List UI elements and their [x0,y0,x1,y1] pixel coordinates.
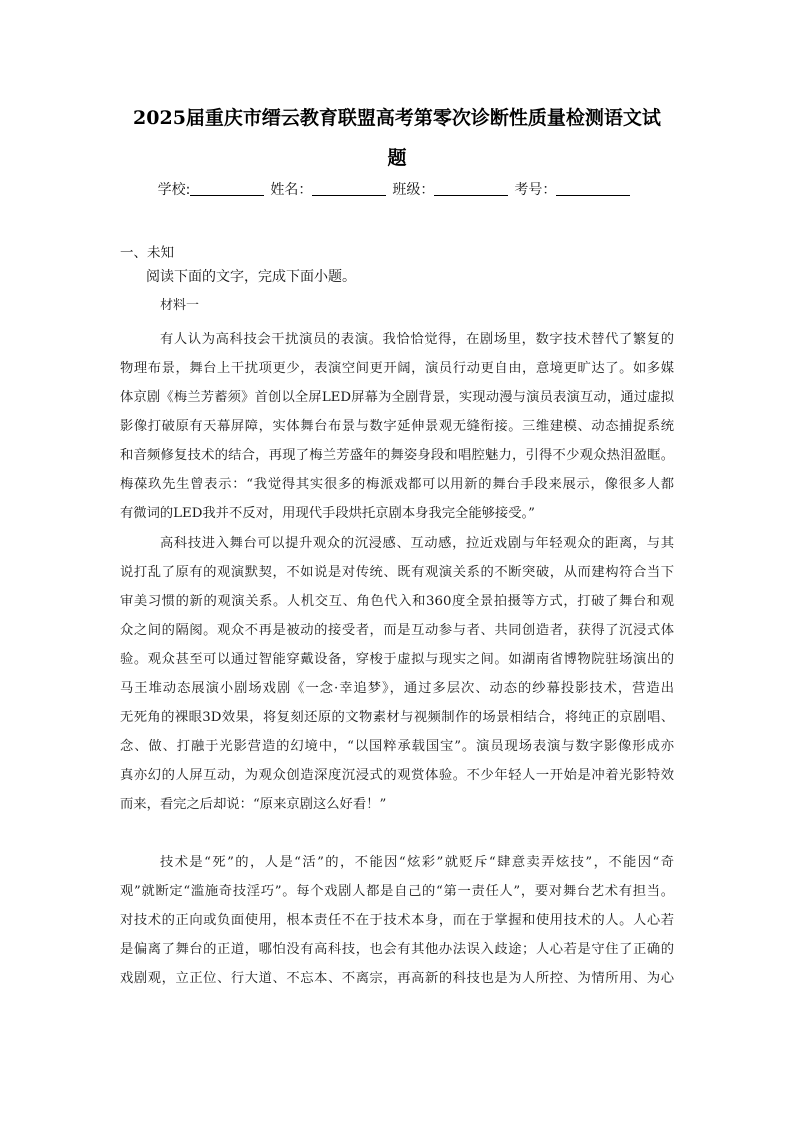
paragraph-line: 有人认为高科技会干扰演员的表演。我恰恰觉得，在剧场里，数字技术替代了繁复的 [160,332,674,347]
paragraph-line: 物理布景，舞台上干扰项更少，表演空间更开阔，演员行动更自由，意境更旷达了。如多媒 [120,361,674,376]
name-label: 姓名： [270,182,313,198]
paragraph-line: 众之间的隔阂。观众不再是被动的接受者，而是互动参与者、共同创造者，获得了沉浸式体 [120,623,674,638]
paragraph-line: 观”就断定“滥施奇技淫巧”。每个戏剧人都是自己的“第一责任人”，要对舞台艺术有担当。 [120,884,674,899]
class-blank[interactable] [434,181,508,196]
paragraph-line: 是偏离了舞台的正道，哪怕没有高科技，也会有其他办法误入歧途；人心若是守住了正确的 [120,942,674,957]
school-label: 学校: [157,182,191,198]
paragraph-line: 戏剧观，立正位、行大道、不忘本、不离宗，再高新的科技也是为人所控、为情所用、为心 [120,971,674,986]
paragraph-line: 验。观众甚至可以通过智能穿戴设备，穿梭于虚拟与现实之间。如湖南省博物院驻场演出的 [120,652,674,667]
paragraph-line: 有微词的LED我并不反对，用现代手段烘托京剧本身我完全能够接受。” [120,506,535,521]
class-label: 班级： [392,182,435,198]
paragraph-line: 技术是“死”的，人是“活”的，不能因“炫彩”就贬斥“肆意卖弄炫技”，不能因“奇 [160,855,674,870]
paragraph-line: 说打乱了原有的观演默契，不如说是对传统、既有观演关系的不断突破，从而建构符合当下 [120,565,674,580]
reading-instruction: 阅读下面的文字，完成下面小题。 [146,269,356,285]
paragraph-line: 念、做、打融于光影营造的幻境中，“以国粹承载国宝”。演员现场表演与数字影像形成亦 [120,739,674,754]
paragraph-2 [120,529,674,819]
paragraph-line: 体京剧《梅兰芳蓄须》首创以全屏LED屏幕为全剧背景，实现动漫与演员表演互动，通过虚拟 [120,390,674,405]
paragraph-line: 和音频修复技术的结合，再现了梅兰芳盛年的舞姿身段和唱腔魅力，引得不少观众热泪盈眶。 [120,448,674,463]
paragraph-line: 梅葆玖先生曾表示：“我觉得其实很多的梅派戏都可以用新的舞台手段来展示，像很多人都 [120,477,674,492]
student-info-row [0,180,794,200]
paragraph-line: 真亦幻的人屏互动，为观众创造深度沉浸式的观赏体验。不少年轻人一开始是冲着光影特效 [120,768,674,783]
exam-title-line-1: 2025届重庆市缙云教育联盟高考第零次诊断性质量检测语文试 [133,107,661,129]
number-label: 考号： [514,182,557,198]
material-label: 材料一 [160,298,200,313]
paragraph-line: 无死角的裸眼3D效果，将复刻还原的文物素材与视频制作的场景相结合，将纯正的京剧唱、 [120,710,674,725]
paragraph-3 [120,848,674,993]
paragraph-line: 马王堆动态展演小剧场戏剧《一念·幸追梦》，通过多层次、动态的纱幕投影技术，营造出 [120,681,674,696]
paragraph-line: 而来，看完之后却说：“原来京剧这么好看！” [120,797,387,812]
paragraph-line: 审美习惯的新的观演关系。人机交互、角色代入和360度全景拍摄等方式，打破了舞台和观 [120,594,674,609]
number-blank[interactable] [556,181,630,196]
exam-title-line-2: 题 [387,147,407,169]
paragraph-line: 对技术的正向或负面使用，根本责任不在于技术本身，而在于掌握和使用技术的人。人心若 [120,913,674,928]
section-heading: 一、未知 [120,245,174,261]
name-blank[interactable] [312,181,386,196]
paragraph-line: 影像打破原有天幕屏障，实体舞台布景与数字延伸景观无缝衔接。三维建模、动态捕捉系统 [120,419,674,434]
paragraph-line: 高科技进入舞台可以提升观众的沉浸感、互动感，拉近戏剧与年轻观众的距离，与其 [160,536,674,551]
exam-title [110,98,684,178]
paragraph-1 [120,325,674,528]
school-blank[interactable] [190,181,264,196]
